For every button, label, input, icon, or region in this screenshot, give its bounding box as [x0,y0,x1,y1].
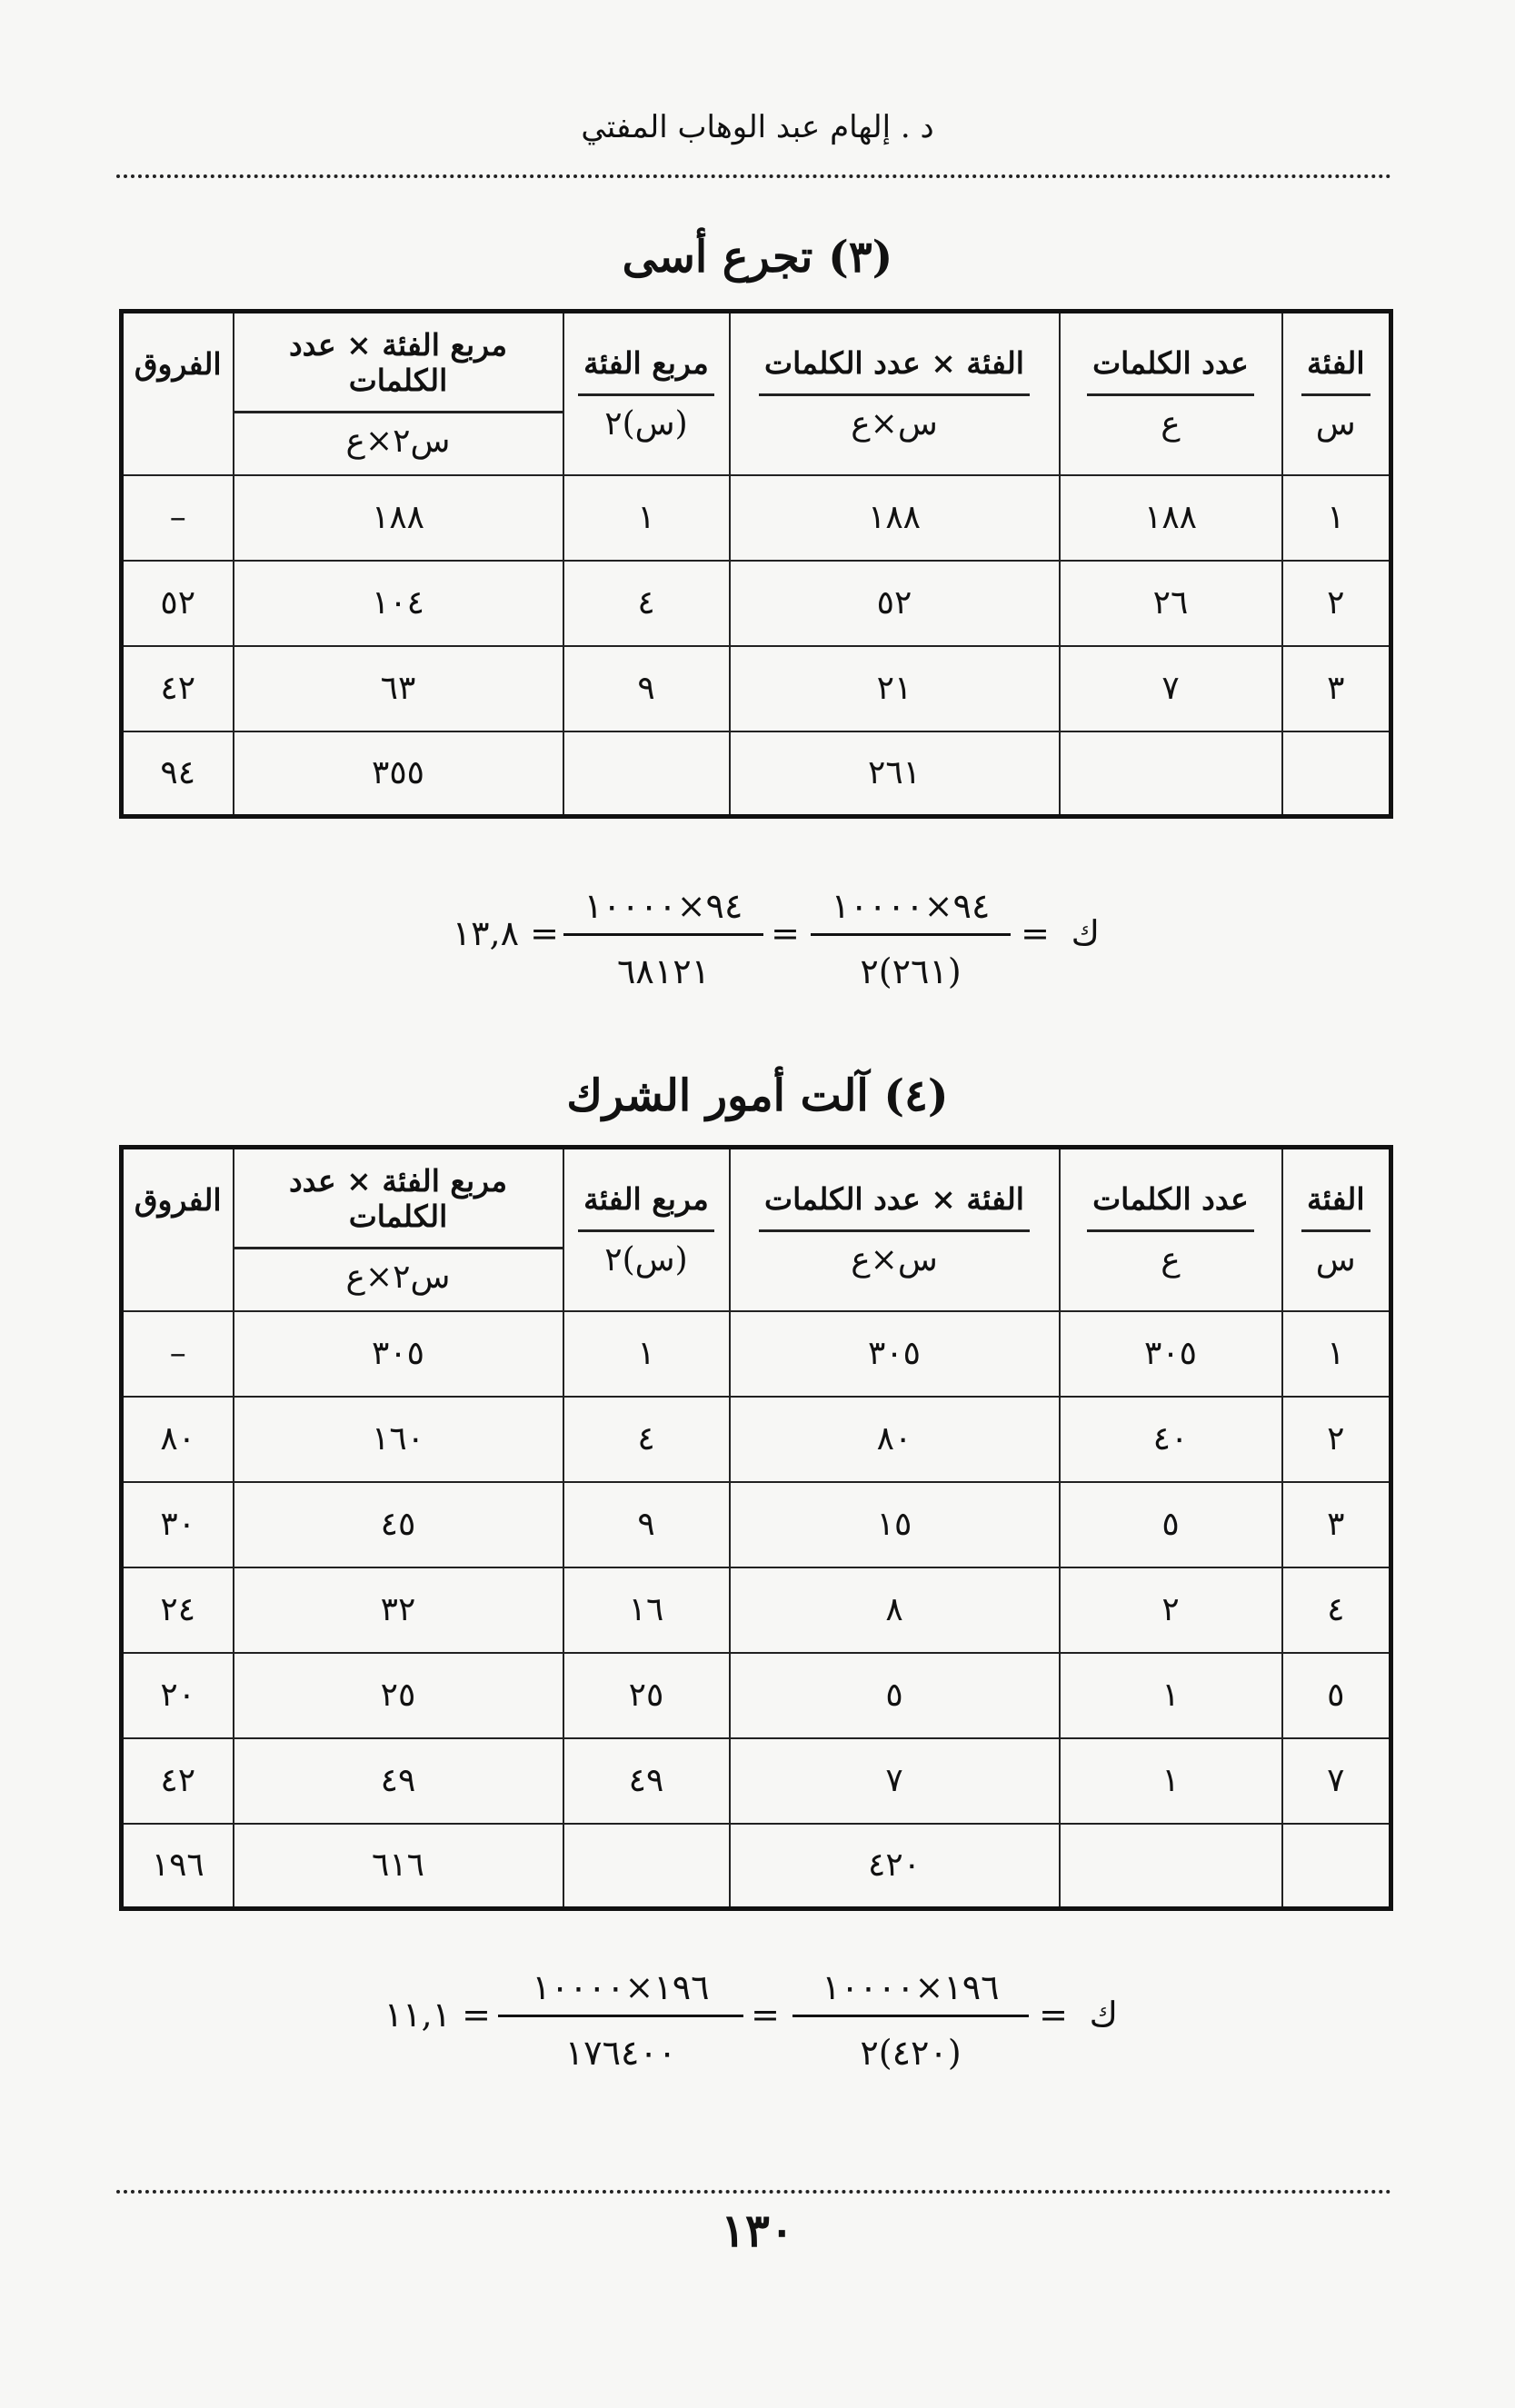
cell-difference: – [122,1311,234,1397]
cell-category: ٢ [1282,561,1391,646]
cell-cat-x-words: ٨ [730,1567,1060,1653]
cell-cat-x-words: ٢٦١ [730,731,1060,817]
cell-category: ١ [1282,475,1391,561]
cell-word-count [1060,731,1282,817]
cell-difference: – [122,475,234,561]
formula-frac1-num: ٩٤×١٠٠٠٠ [831,886,991,926]
header-rule [116,174,1391,178]
cell-category: ٧ [1282,1738,1391,1824]
cell-square-x-words: ٣٠٥ [234,1311,563,1397]
formula-eq: = [1039,1995,1068,2035]
cell-category: ٤ [1282,1567,1391,1653]
cell-word-count: ١ [1060,1738,1282,1824]
formula-frac1-den: (٤٢٠)٢ [860,2033,962,2073]
cell-word-count: ١٨٨ [1060,475,1282,561]
cell-square-x-words: ٦١٦ [234,1824,563,1909]
cell-cat-x-words: ٧ [730,1738,1060,1824]
cell-cat-x-words: ١٨٨ [730,475,1060,561]
formula-frac1-den: (٢٦١)٢ [860,951,962,991]
cell-difference: ٩٤ [122,731,234,817]
cell-cat-square: ٤٩ [563,1738,730,1824]
header-cat-x-words: الفئة × عدد الكلمات س×ع [730,312,1060,475]
table-row [122,1311,1391,1397]
cell-word-count: ٧ [1060,646,1282,731]
header-differences: الفروق [122,312,234,475]
cell-cat-square [563,1824,730,1909]
formula-result: = ١١,١ [384,1995,491,2035]
header-cat-x-words: الفئة × عدد الكلمات س×ع [730,1148,1060,1311]
cell-cat-x-words: ٥ [730,1653,1060,1738]
formula-eq2: = [751,1995,780,2035]
cell-square-x-words: ١٨٨ [234,475,563,561]
header-word-count: عدد الكلمات ع [1060,312,1282,475]
header-cat-square: مربع الفئة (س)٢ [563,1148,730,1311]
cell-cat-square: ١ [563,1311,730,1397]
cell-square-x-words: ٤٩ [234,1738,563,1824]
header-category: الفئة س [1282,312,1391,475]
footer-rule [116,2190,1391,2194]
cell-cat-x-words: ٢١ [730,646,1060,731]
cell-category: ٣ [1282,646,1391,731]
totals-row [122,1824,1391,1909]
cell-category: ٥ [1282,1653,1391,1738]
cell-category: ٣ [1282,1482,1391,1567]
cell-category [1282,731,1391,817]
cell-word-count: ٢٦ [1060,561,1282,646]
cell-word-count: ٣٠٥ [1060,1311,1282,1397]
page-number: ١٣٠ [721,2204,794,2257]
cell-square-x-words: ١٦٠ [234,1397,563,1482]
cell-cat-square: ١ [563,475,730,561]
cell-square-x-words: ١٠٤ [234,561,563,646]
table-row [122,646,1391,731]
section3-table [119,309,1393,819]
formula-result: = ١٣,٨ [452,913,559,953]
table-row [122,1738,1391,1824]
cell-cat-square: ٩ [563,646,730,731]
cell-difference: ١٩٦ [122,1824,234,1909]
cell-cat-x-words: ٨٠ [730,1397,1060,1482]
formula-frac2-num: ٩٤×١٠٠٠٠ [583,886,743,926]
cell-cat-x-words: ٣٠٥ [730,1311,1060,1397]
section3-title: (٣) تجرع أسى [622,232,893,283]
cell-category [1282,1824,1391,1909]
section3-formula [452,886,1109,1004]
totals-row [122,731,1391,817]
table-row [122,1397,1391,1482]
formula-frac1-line [811,933,1011,936]
cell-word-count: ٥ [1060,1482,1282,1567]
cell-cat-square: ٤ [563,1397,730,1482]
cell-cat-x-words: ٤٢٠ [730,1824,1060,1909]
cell-cat-x-words: ٥٢ [730,561,1060,646]
header-square-x-words: مربع الفئة × عدد الكلمات س٢×ع [234,312,563,475]
cell-category: ١ [1282,1311,1391,1397]
cell-cat-square [563,731,730,817]
formula-eq: = [1021,913,1050,953]
cell-square-x-words: ٣٥٥ [234,731,563,817]
formula-frac2-den: ١٧٦٤٠٠ [564,2033,677,2073]
cell-cat-square: ٤ [563,561,730,646]
formula-k: ك [1089,1995,1118,2035]
cell-difference: ٨٠ [122,1397,234,1482]
cell-difference: ٥٢ [122,561,234,646]
formula-frac2-line [563,933,763,936]
table-header-row [122,312,1391,475]
header-differences: الفروق [122,1148,234,1311]
table-row [122,1567,1391,1653]
cell-difference: ٣٠ [122,1482,234,1567]
cell-square-x-words: ٦٣ [234,646,563,731]
header-category: الفئة س [1282,1148,1391,1311]
cell-difference: ٢٤ [122,1567,234,1653]
cell-difference: ٢٠ [122,1653,234,1738]
table-row [122,561,1391,646]
formula-eq2: = [771,913,800,953]
formula-frac2-line [498,2015,743,2017]
cell-difference: ٤٢ [122,1738,234,1824]
table-row [122,1653,1391,1738]
cell-category: ٢ [1282,1397,1391,1482]
cell-word-count: ١ [1060,1653,1282,1738]
cell-cat-square: ٩ [563,1482,730,1567]
formula-frac1-line [792,2015,1029,2017]
cell-square-x-words: ٣٢ [234,1567,563,1653]
header-cat-square: مربع الفئة (س)٢ [563,312,730,475]
table-row [122,1482,1391,1567]
section4-formula [382,1967,1127,2085]
cell-square-x-words: ٢٥ [234,1653,563,1738]
cell-square-x-words: ٤٥ [234,1482,563,1567]
table-header-row [122,1148,1391,1311]
cell-difference: ٤٢ [122,646,234,731]
table-row [122,475,1391,561]
formula-k: ك [1071,913,1100,953]
formula-frac2-num: ١٩٦×١٠٠٠٠ [532,1967,710,2007]
section4-title: (٤) آلت أمور الشرك [566,1070,949,1121]
header-square-x-words: مربع الفئة × عدد الكلمات س٢×ع [234,1148,563,1311]
cell-word-count: ٢ [1060,1567,1282,1653]
cell-word-count [1060,1824,1282,1909]
header-word-count: عدد الكلمات ع [1060,1148,1282,1311]
cell-cat-x-words: ١٥ [730,1482,1060,1567]
formula-frac1-num: ١٩٦×١٠٠٠٠ [822,1967,1000,2007]
running-head: د . إلهام عبد الوهاب المفتي [581,109,934,145]
section4-table [119,1145,1393,1911]
formula-frac2-den: ٦٨١٢١ [616,951,711,991]
cell-cat-square: ١٦ [563,1567,730,1653]
cell-cat-square: ٢٥ [563,1653,730,1738]
cell-word-count: ٤٠ [1060,1397,1282,1482]
